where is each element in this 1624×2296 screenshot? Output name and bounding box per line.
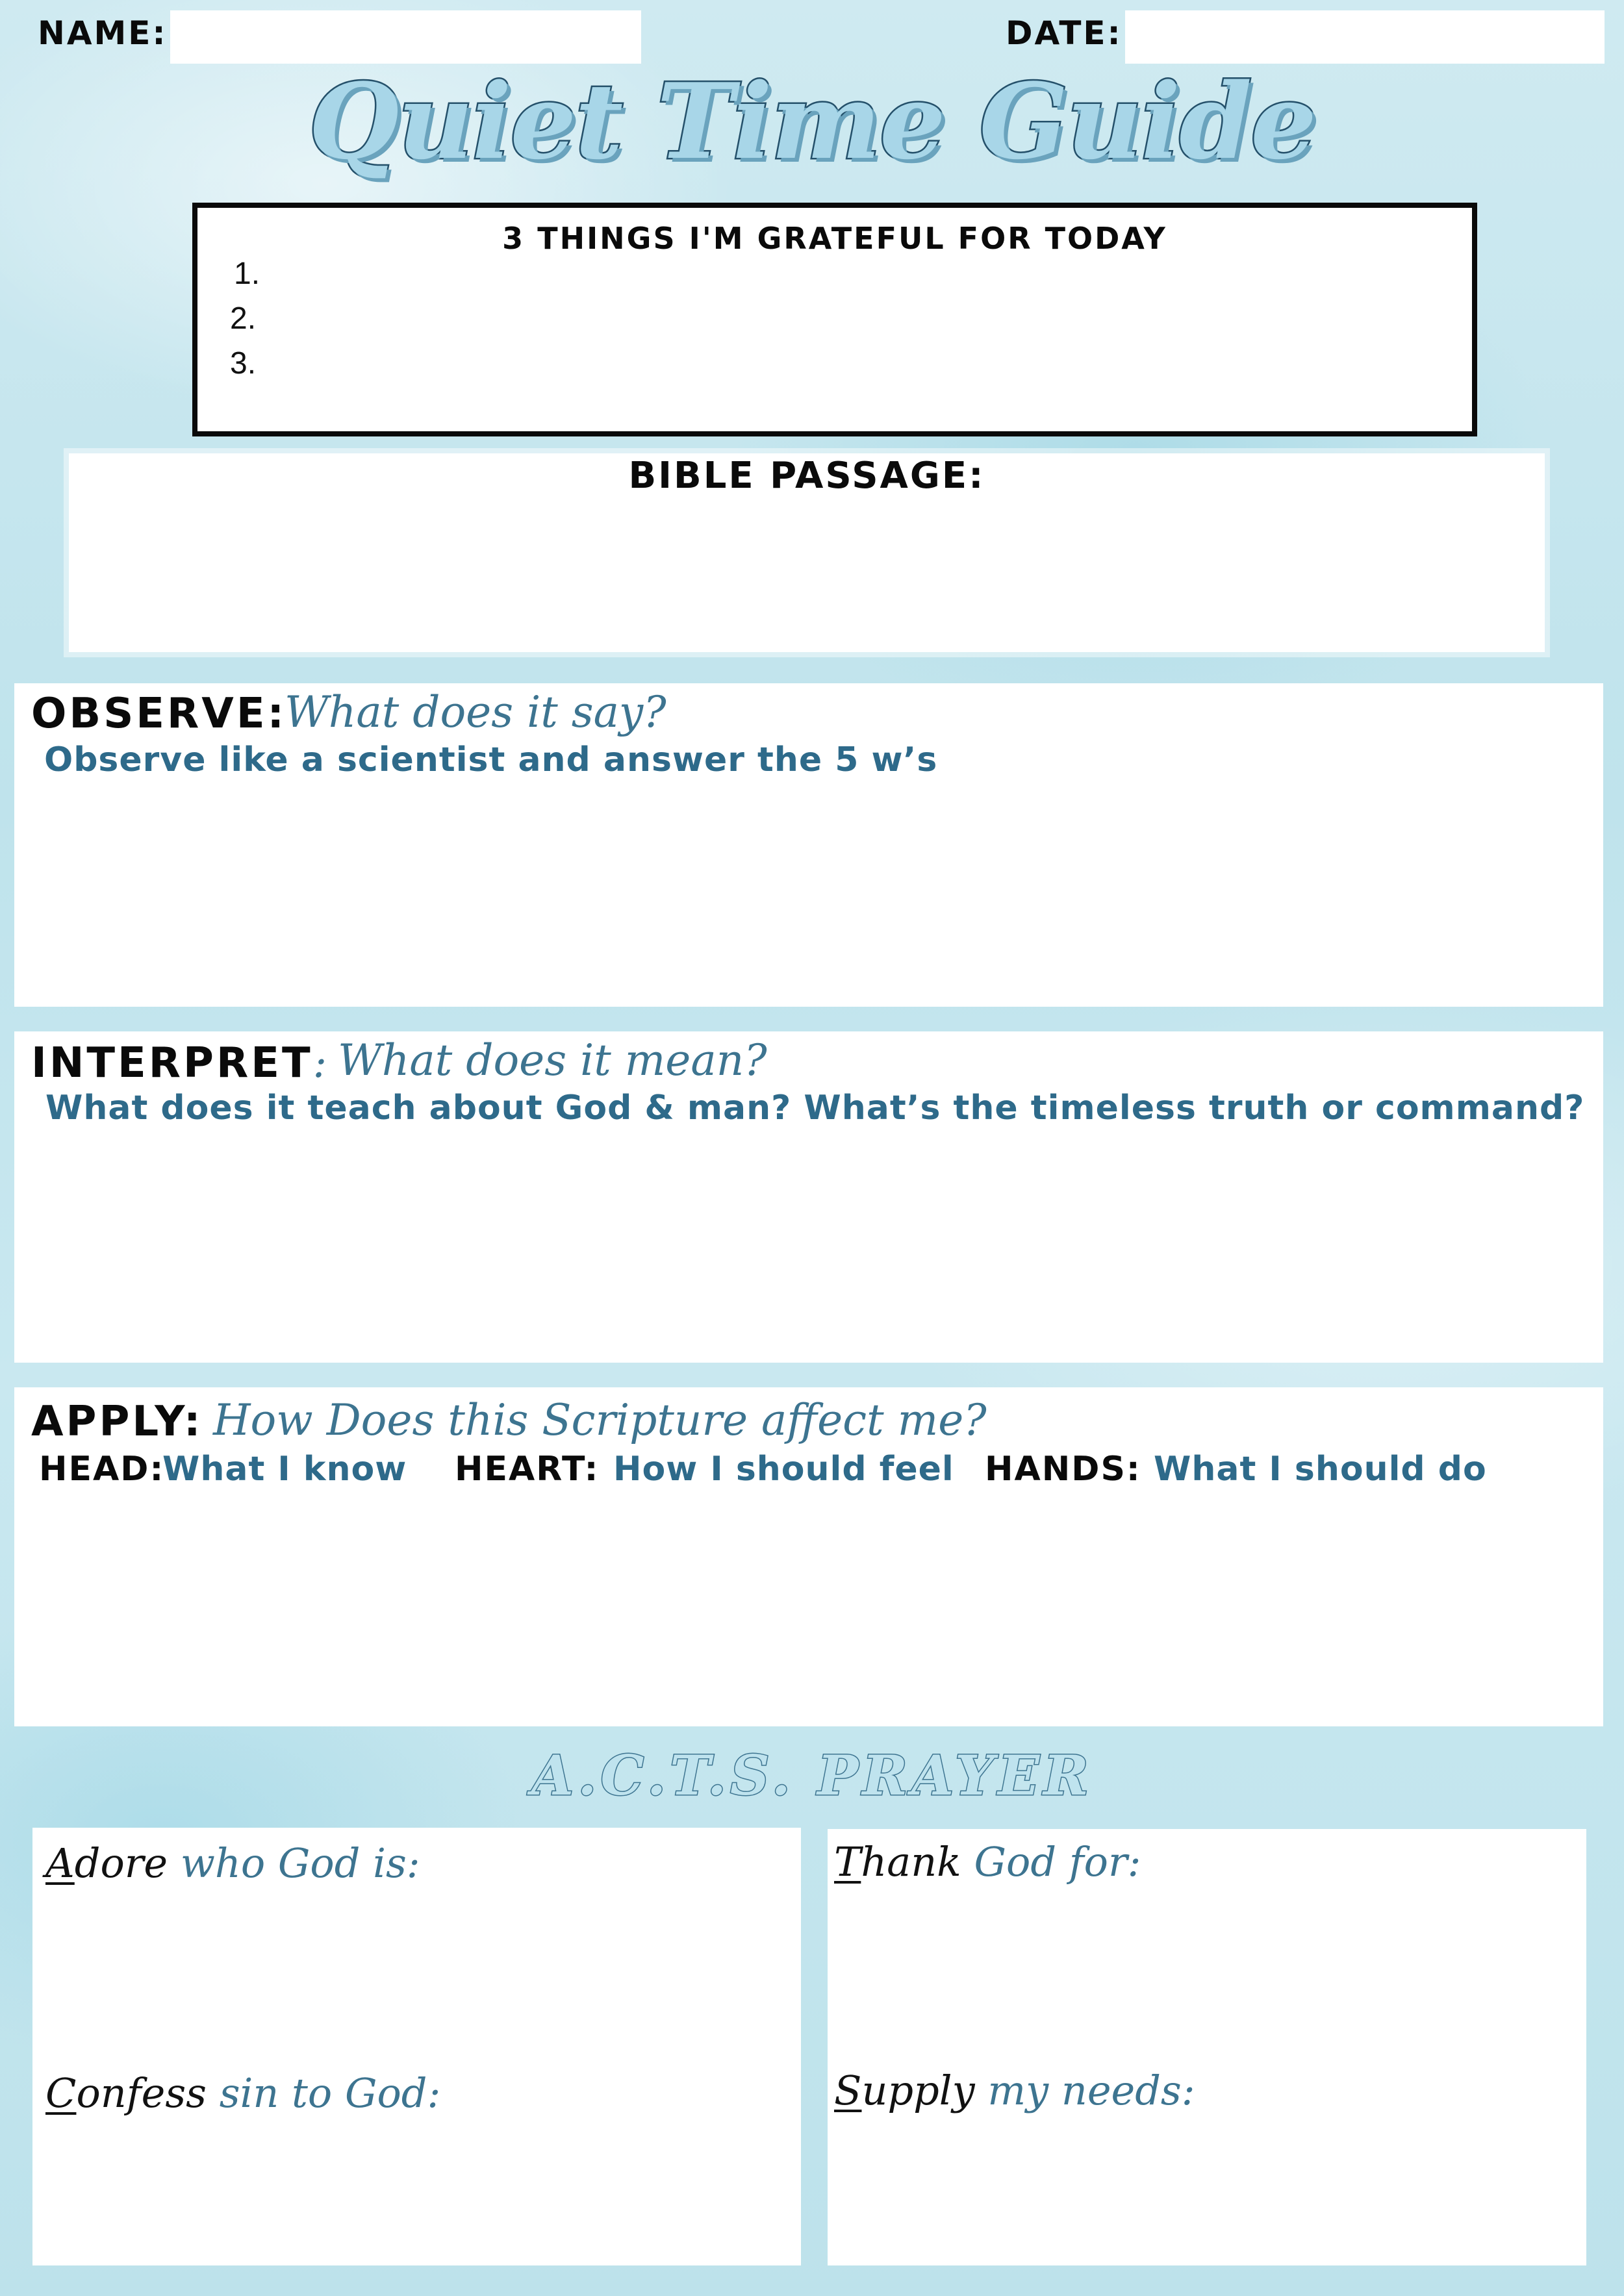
grateful-heading: 3 THINGS I'M GRATEFUL FOR TODAY <box>502 221 1167 256</box>
heart-text: How I should feel <box>613 1450 954 1489</box>
apply-label: APPLY: <box>31 1398 203 1446</box>
interpret-label <box>31 1039 329 1087</box>
supply-cap: S <box>834 2067 862 2114</box>
hands-text: What I should do <box>1154 1450 1487 1489</box>
thank-prompt <box>834 1838 1141 1886</box>
adore-prompt <box>45 1839 420 1887</box>
interpret-question: What does it mean? <box>338 1035 767 1085</box>
heart-label: HEART: <box>455 1450 600 1489</box>
interpret-colon: : <box>312 1039 330 1087</box>
confess-blue: sin to God: <box>219 2069 441 2117</box>
adore-rest: dore <box>74 1839 168 1887</box>
interpret-box[interactable] <box>14 1031 1603 1363</box>
grateful-box[interactable] <box>192 203 1477 436</box>
thank-cap: T <box>834 1838 861 1886</box>
head-text: What I know <box>162 1450 407 1489</box>
acts-left-box[interactable] <box>32 1828 801 2265</box>
observe-box[interactable] <box>14 683 1603 1007</box>
name-label: NAME: <box>38 14 168 52</box>
date-label: DATE: <box>1006 14 1123 52</box>
thank-blue: God for: <box>974 1838 1141 1886</box>
grateful-item-2: 2. <box>230 301 257 336</box>
observe-question: What does it say? <box>285 687 666 737</box>
page-title: Quiet Time Guide <box>309 60 1315 183</box>
acts-prayer-title: A.C.T.S. PRAYER <box>531 1743 1093 1808</box>
bible-passage-heading: BIBLE PASSAGE: <box>628 455 985 497</box>
apply-box[interactable] <box>14 1387 1603 1726</box>
confess-prompt <box>45 2069 440 2117</box>
interpret-label-text: INTERPRET <box>31 1039 313 1087</box>
bible-passage-box[interactable] <box>69 453 1545 652</box>
head-label: HEAD: <box>39 1450 165 1489</box>
supply-prompt <box>834 2067 1195 2114</box>
grateful-item-1: 1. <box>234 257 260 291</box>
supply-blue: my needs: <box>987 2067 1195 2114</box>
observe-prompt: Observe like a scientist and answer the 5 w’s <box>44 740 938 779</box>
confess-rest: onfess <box>76 2069 207 2117</box>
apply-question: How Does this Scripture affect me? <box>213 1395 987 1445</box>
name-field[interactable] <box>170 10 641 64</box>
interpret-prompt: What does it teach about God & man? What’s the timeless truth or command? <box>45 1089 1585 1128</box>
adore-cap: A <box>45 1839 75 1887</box>
acts-right-box[interactable] <box>828 1829 1586 2265</box>
observe-label: OBSERVE: <box>31 690 287 738</box>
supply-rest: upply <box>861 2067 975 2114</box>
grateful-item-3: 3. <box>230 346 257 381</box>
date-field[interactable] <box>1125 10 1605 64</box>
hands-label: HANDS: <box>985 1450 1141 1489</box>
confess-cap: C <box>45 2069 77 2117</box>
adore-blue: who God is: <box>180 1839 420 1887</box>
thank-rest: hank <box>861 1838 961 1886</box>
